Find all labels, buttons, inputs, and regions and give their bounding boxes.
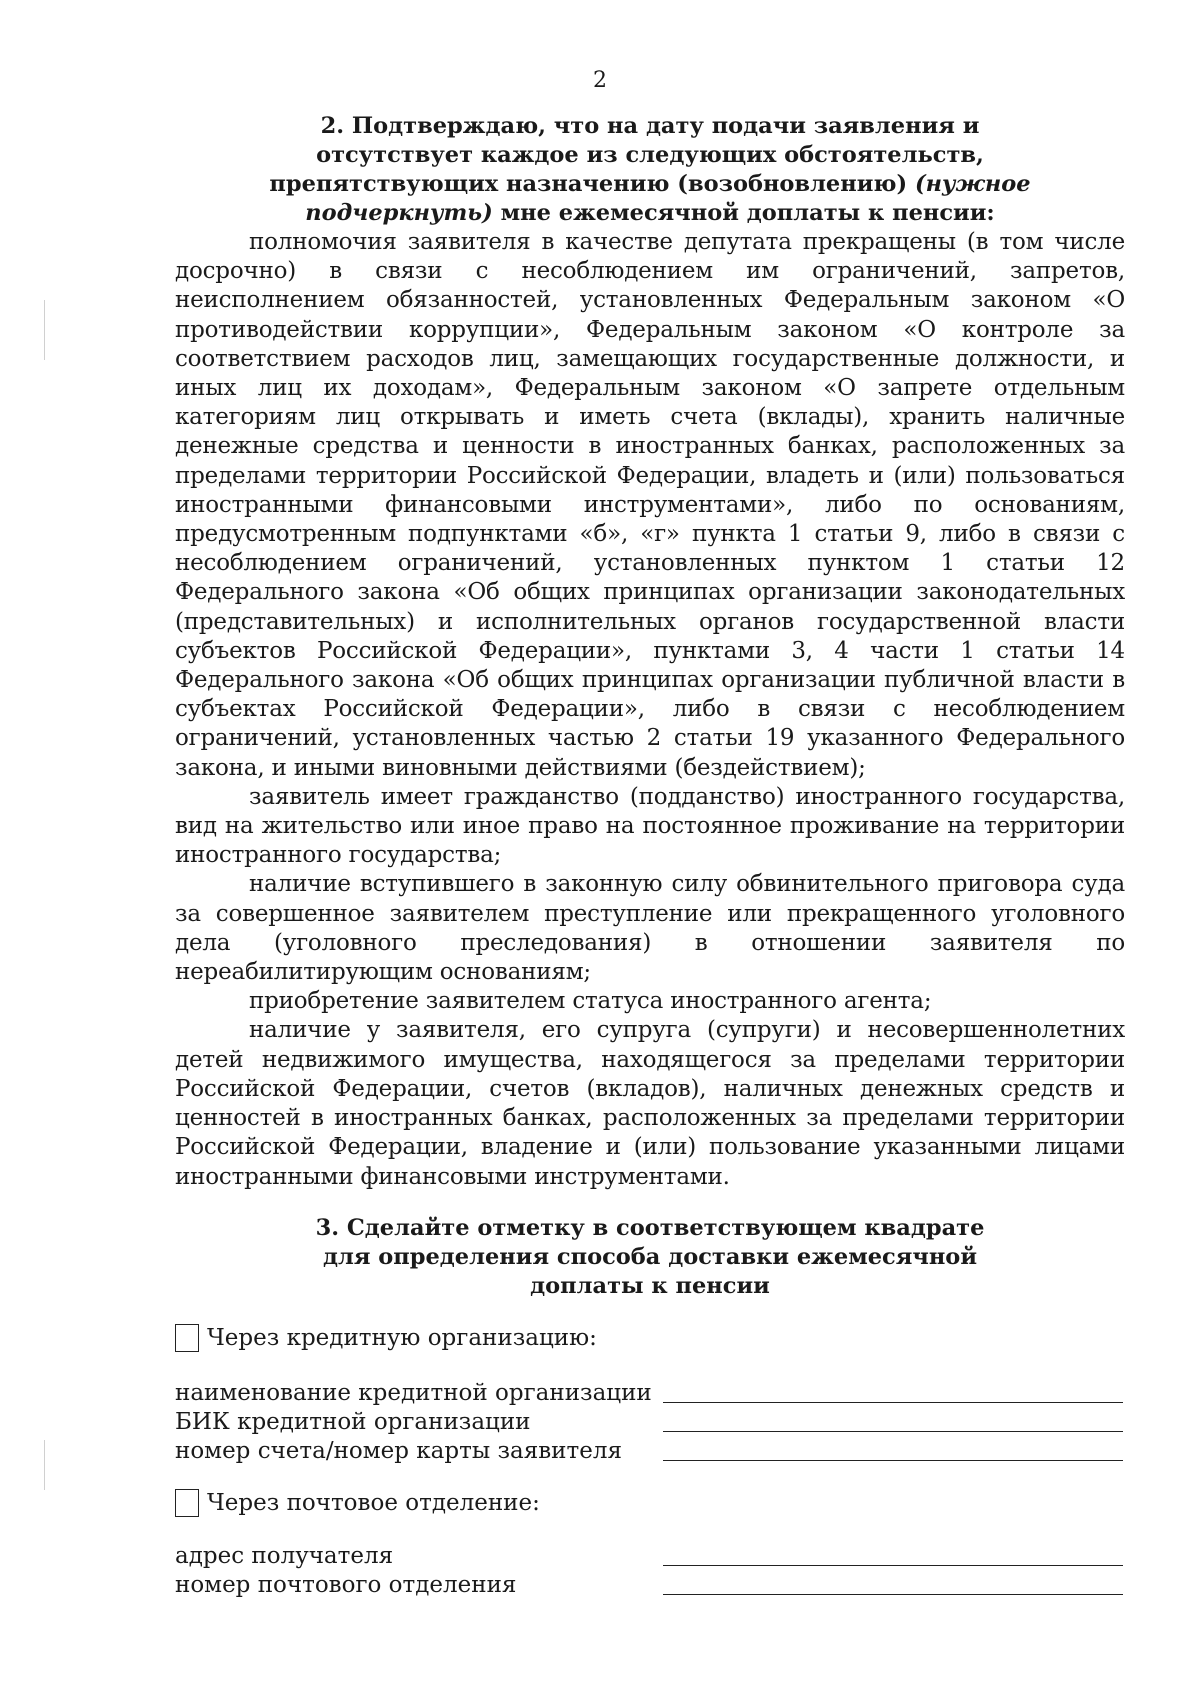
section-2-heading-italic-note: (нужное подчеркнуть) xyxy=(305,171,1031,226)
post-office-number-field[interactable] xyxy=(175,1571,1125,1600)
bank-checkbox[interactable] xyxy=(175,1324,199,1352)
bank-fields xyxy=(175,1379,1125,1466)
field-label: номер почтового отделения xyxy=(175,1571,517,1598)
section-3 xyxy=(175,1214,1125,1600)
field-label: адрес получателя xyxy=(175,1542,394,1569)
fill-in-line[interactable] xyxy=(663,1545,1123,1566)
fill-in-line[interactable] xyxy=(663,1574,1123,1595)
delivery-option-bank[interactable] xyxy=(175,1323,1125,1353)
fill-in-line[interactable] xyxy=(663,1440,1123,1461)
section-2-paragraph: наличие вступившего в законную силу обвинительного приговора суда за совершенное заявителем преступление или прекращенного уголовного дела (уголовного преследования) в отношении заявителя по нереабилитирующим основаниям; xyxy=(175,871,1125,986)
scan-margin-artifact xyxy=(44,1440,45,1490)
section-2-heading-text: 2. Подтверждаю, что на дату подачи заявления и отсутствует каждое из следующих обстоятельств, препятствующих назначению (возобновлению) xyxy=(269,113,984,197)
bank-option-label: Через кредитную организацию: xyxy=(207,1324,597,1351)
field-label: номер счета/номер карты заявителя xyxy=(175,1437,622,1464)
bank-bic-field[interactable] xyxy=(175,1408,1125,1437)
fill-in-line[interactable] xyxy=(663,1411,1123,1432)
fill-in-line[interactable] xyxy=(663,1382,1123,1403)
scan-margin-artifact xyxy=(44,300,45,360)
post-fields xyxy=(175,1542,1125,1600)
delivery-option-post[interactable] xyxy=(175,1488,1125,1518)
section-2-paragraph: приобретение заявителем статуса иностранного агента; xyxy=(249,988,932,1015)
section-2-paragraph: наличие у заявителя, его супруга (супруги) и несовершеннолетних детей недвижимого имущества, находящегося за пределами территории Российской Федерации, счетов (вкладов), наличных денежных средств и ценностей в иностранных банках, расположенных за пределами территории Российской Федерации, владение и (или) пользование указанными лицами иностранными финансовыми инструментами. xyxy=(175,1017,1125,1190)
page-number: 2 xyxy=(593,68,607,93)
section-2-paragraph: заявитель имеет гражданство (подданство) иностранного государства, вид на жительство или иное право на постоянное проживание на территории иностранного государства; xyxy=(175,783,1125,869)
field-label: БИК кредитной организации xyxy=(175,1408,531,1435)
section-3-heading: 3. Сделайте отметку в соответствующем квадрате для определения способа доставки ежемесячной доплаты к пенсии xyxy=(315,1214,985,1299)
post-option-label: Через почтовое отделение: xyxy=(207,1489,540,1516)
recipient-address-field[interactable] xyxy=(175,1542,1125,1571)
section-2-heading xyxy=(175,112,1125,228)
account-number-field[interactable] xyxy=(175,1437,1125,1466)
section-2 xyxy=(175,112,1125,1192)
bank-name-field[interactable] xyxy=(175,1379,1125,1408)
field-label: наименование кредитной организации xyxy=(175,1379,652,1406)
post-checkbox[interactable] xyxy=(175,1489,199,1517)
section-2-heading-text-end: мне ежемесячной доплаты к пенсии: xyxy=(492,200,995,226)
document-body xyxy=(175,112,1125,1600)
section-2-paragraph: полномочия заявителя в качестве депутата прекращены (в том числе досрочно) в связи с несоблюдением им ограничений, запретов, неисполнением обязанностей, установленных Федеральным законом «О противодействии коррупции», Федеральным законом «О контроле за соответствием расходов лиц, замещающих государственные должности, и иных лиц их доходам», Федеральным законом «О запрете отдельным категориям лиц открывать и иметь счета (вклады), хранить наличные денежные средства и ценности в иностранных банках, расположенных за пределами территории Российской Федерации, владеть и (или) пользоваться иностранными финансовыми инструментами», либо по основаниям, предусмотренным подпунктами «б», «г» пункта 1 статьи 9, либо в связи с несоблюдением ограничений, установленных пунктом 1 статьи 12 Федерального закона «Об общих принципах организации законодательных (представительных) и исполнительных органов государственной власти субъектов Российской Федерации», пунктами 3, 4 части 1 статьи 14 Федерального закона «Об общих принципах организации публичной власти в субъектах Российской Федерации», либо в связи с несоблюдением ограничений, установленных частью 2 статьи 19 указанного Федерального закона, и иными виновными действиями (бездействием); xyxy=(175,229,1125,781)
